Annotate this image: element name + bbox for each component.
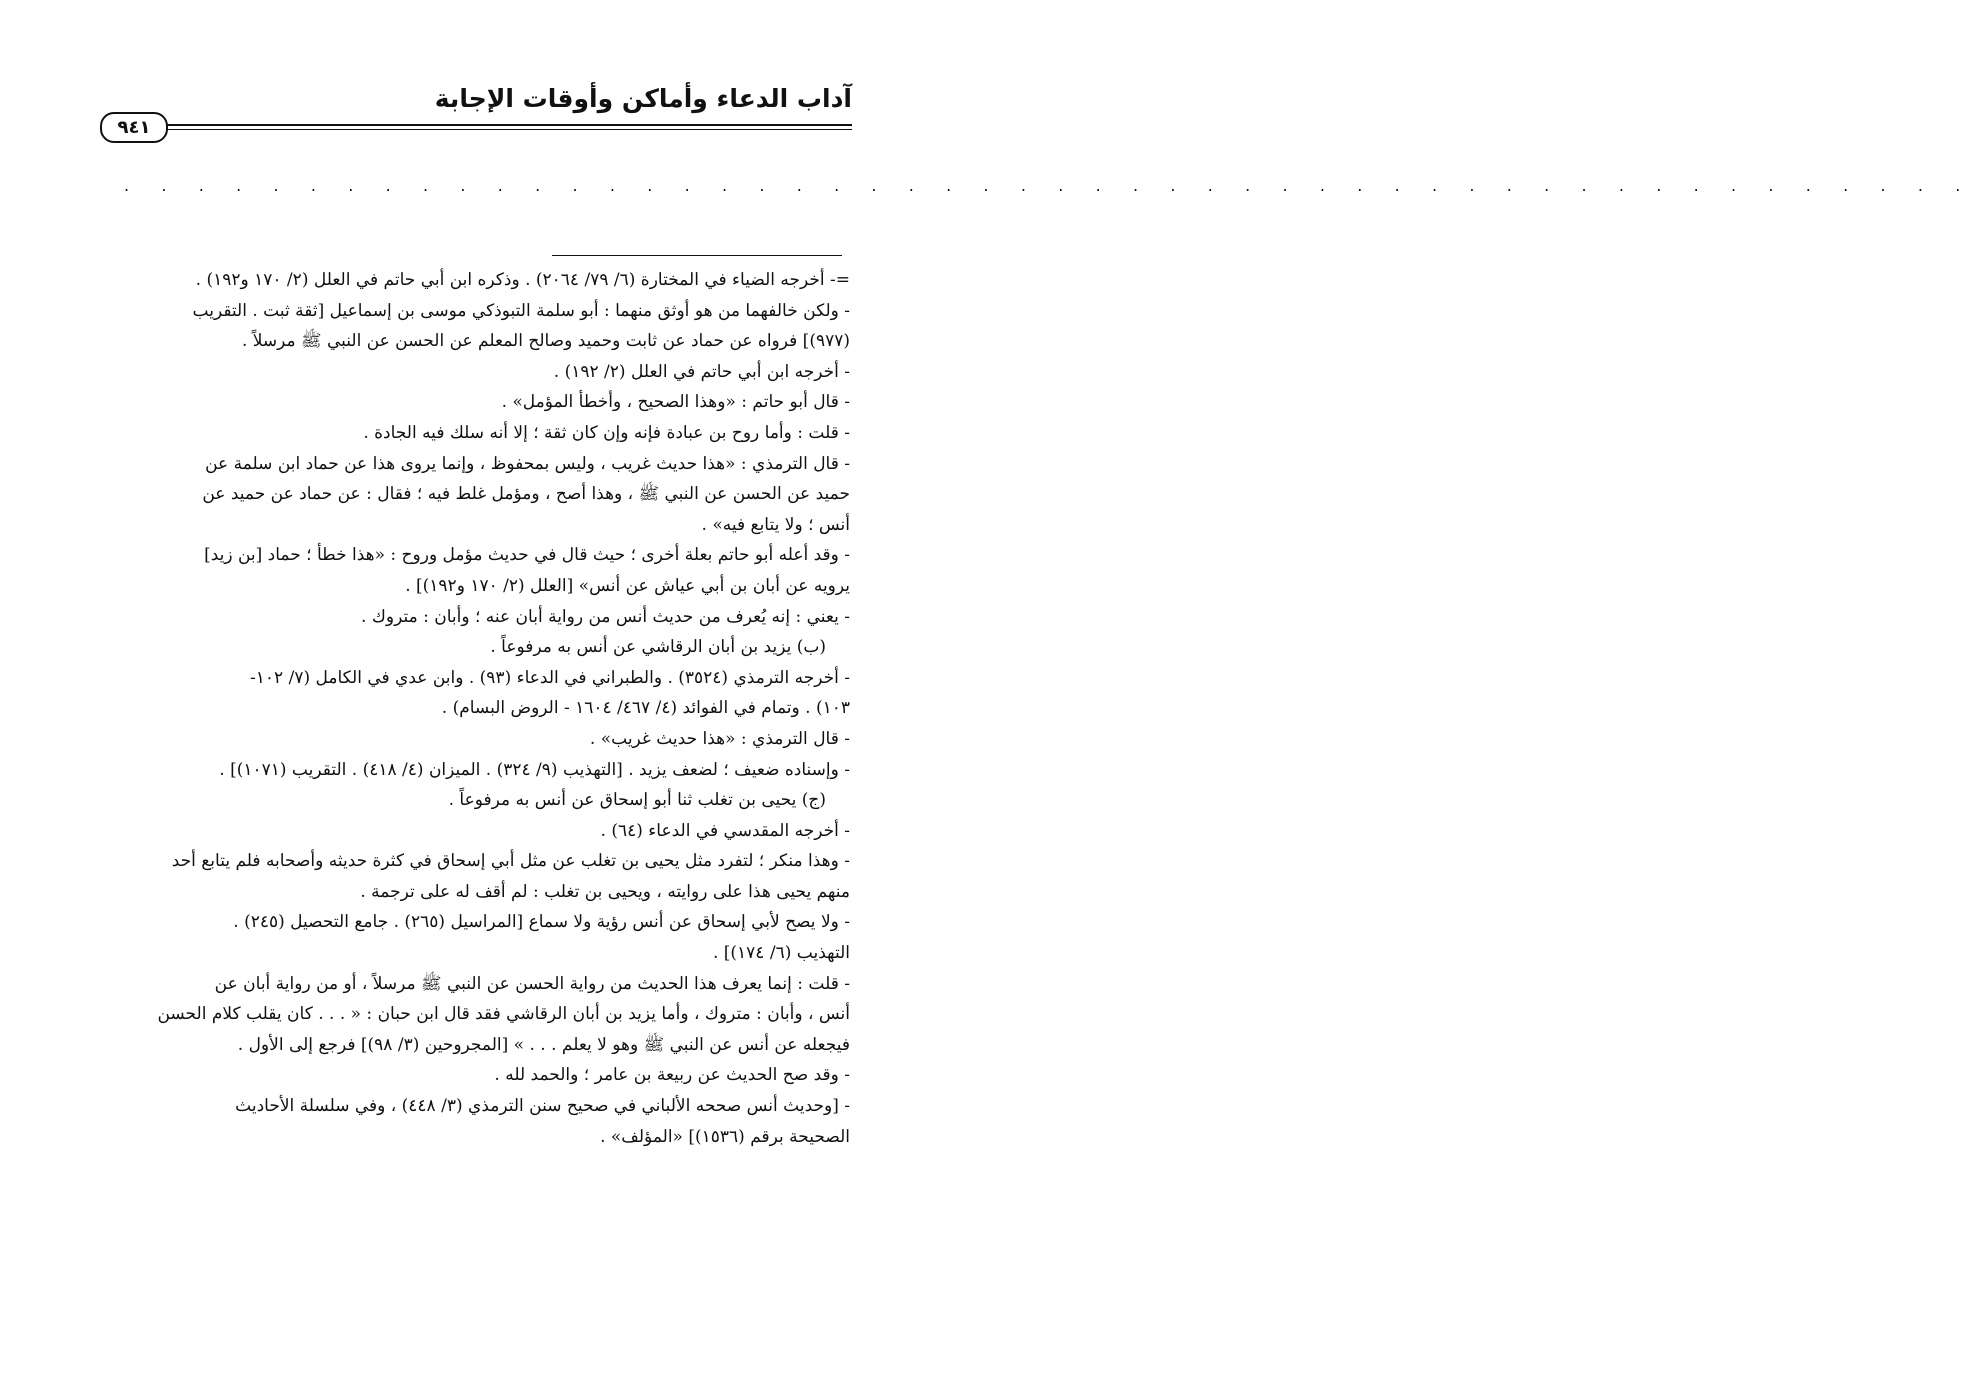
- footnote-line: منهم يحيى هذا على روايته ، ويحيى بن تغلب : لم أقف له على ترجمة .: [360, 881, 850, 902]
- footnote-line: - قلت : إنما يعرف هذا الحديث من رواية الحسن عن النبي ﷺ مرسلاً ، أو من رواية أبان عن: [214, 973, 850, 994]
- footnote-line: =- أخرجه الضياء في المختارة (٦/ ٧٩/ ٢٠٦٤) . وذكره ابن أبي حاتم في العلل (٢/ ١٧٠ و١٩٢) .: [195, 270, 850, 290]
- running-header-title: آداب الدعاء وأماكن وأوقات الإجابة: [434, 84, 852, 113]
- footnote-line: (ج) يحيى بن تغلب ثنا أبو إسحاق عن أنس به مرفوعاً .: [448, 790, 826, 811]
- footnote-line: فيجعله عن أنس عن النبي ﷺ وهو لا يعلم . . . » [المجروحين (٣/ ٩٨)] فرجع إلى الأول .: [237, 1034, 850, 1055]
- footnote-line: أنس ؛ ولا يتابع فيه» .: [701, 514, 850, 535]
- footnote-line: الصحيحة برقم (١٥٣٦)] «المؤلف» .: [600, 1126, 850, 1147]
- footnote-line: التهذيب (٦/ ١٧٤)] .: [712, 943, 850, 964]
- footnote-line: - وإسناده ضعيف ؛ لضعف يزيد . [التهذيب (٩/ ٣٢٤) . الميزان (٤/ ٤١٨) . التقريب (١٠٧١)] .: [219, 759, 850, 780]
- footnote-rule: [552, 255, 842, 256]
- footnote-line: - وهذا منكر ؛ لتفرد مثل يحيى بن تغلب عن مثل أبي إسحاق في كثرة حديثه وأصحابه فلم يتابع أحد: [171, 851, 850, 872]
- footnote-line: أنس ، وأبان : متروك ، وأما يزيد بن أبان الرقاشي فقد قال ابن حبان : « . . . كان يقلب كلام الحسن: [157, 1004, 850, 1025]
- footnote-line: - قال الترمذي : «هذا حديث غريب ، وليس بمحفوظ ، وإنما يروى هذا عن حماد ابن سلمة عن: [205, 453, 850, 474]
- footnote-line: - [وحديث أنس صححه الألباني في صحيح سنن الترمذي (٣/ ٤٤٨) ، وفي سلسلة الأحاديث: [235, 1096, 850, 1117]
- footnote-line: - قلت : وأما روح بن عبادة فإنه وإن كان ثقة ؛ إلا أنه سلك فيه الجادة .: [363, 422, 850, 443]
- footnote-line: - يعني : إنه يُعرف من حديث أنس من رواية أبان عنه ؛ وأبان : متروك .: [361, 606, 850, 627]
- footnote-line: - ولكن خالفهما من هو أوثق منهما : أبو سلمة التبوذكي موسى بن إسماعيل [ثقة ثبت . التقريب: [192, 300, 850, 321]
- separator-dots: . . . . . . . . . . . . . . . . . . . . . . . . . . . . . . . . . . . . . . . . . . . . . . . . . .: [124, 176, 1974, 195]
- footnote-line: - ولا يصح لأبي إسحاق عن أنس رؤية ولا سماع [المراسيل (٢٦٥) . جامع التحصيل (٢٤٥) .: [233, 912, 850, 933]
- footnote-line: - وقد صح الحديث عن ربيعة بن عامر ؛ والحمد لله .: [494, 1065, 850, 1086]
- footnote-line: حميد عن الحسن عن النبي ﷺ ، وهذا أصح ، ومؤمل غلط فيه ؛ فقال : عن حماد عن حميد عن: [202, 484, 850, 505]
- footnote-line: - أخرجه ابن أبي حاتم في العلل (٢/ ١٩٢) .: [553, 361, 850, 382]
- footnote-line: يرويه عن أبان بن أبي عياش عن أنس» [العلل (٢/ ١٧٠ و١٩٢)] .: [405, 575, 850, 596]
- footnote-line: (٩٧٧)] فرواه عن حماد عن ثابت وحميد وصالح المعلم عن الحسن عن النبي ﷺ مرسلاً .: [241, 331, 850, 352]
- footnote-line: - وقد أعله أبو حاتم بعلة أخرى ؛ حيث قال في حديث مؤمل وروح : «هذا خطأ ؛ حماد [بن زيد]: [204, 545, 850, 566]
- footnote-line: - أخرجه الترمذي (٣٥٢٤) . والطبراني في الدعاء (٩٣) . وابن عدي في الكامل (٧/ ١٠٢-: [250, 667, 850, 688]
- footnotes: [100, 265, 850, 1152]
- header-rule: [165, 124, 852, 130]
- page-number: ٩٤١: [100, 112, 168, 143]
- footnote-line: - قال أبو حاتم : «وهذا الصحيح ، وأخطأ المؤمل» .: [501, 392, 850, 413]
- footnote-line: - قال الترمذي : «هذا حديث غريب» .: [589, 728, 850, 749]
- footnote-line: ١٠٣) . وتمام في الفوائد (٤/ ٤٦٧/ ١٦٠٤ - الروض البسام) .: [441, 698, 850, 719]
- footnote-line: - أخرجه المقدسي في الدعاء (٦٤) .: [600, 820, 850, 841]
- footnote-line: (ب) يزيد بن أبان الرقاشي عن أنس به مرفوعاً .: [490, 637, 826, 658]
